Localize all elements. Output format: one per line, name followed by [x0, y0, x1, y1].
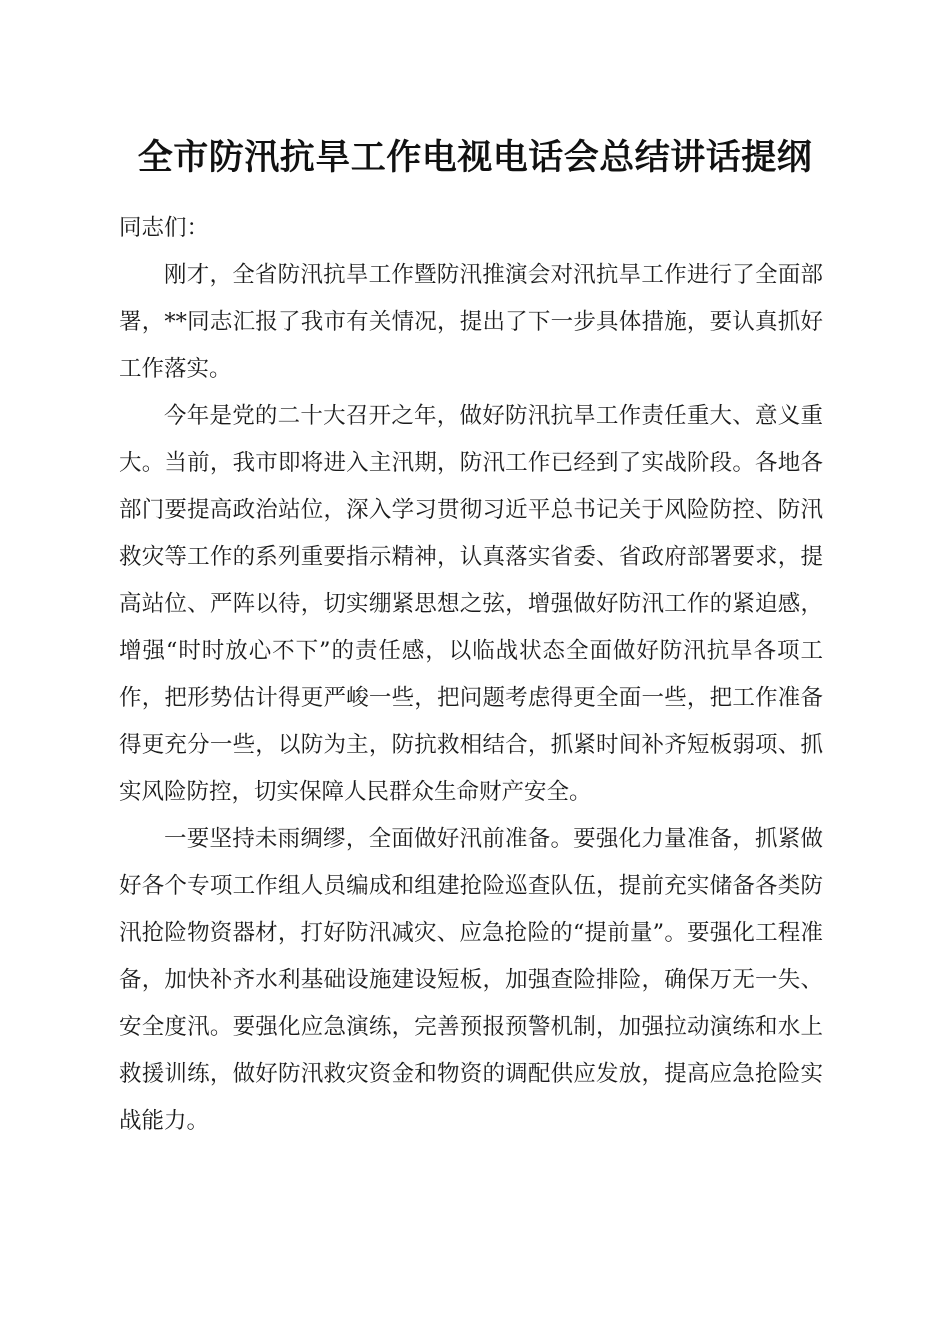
- paragraph-3: 一要坚持未雨绸缪，全面做好汛前准备。要强化力量准备，抓紧做好各个专项工作组人员编成和组建抢险巡查队伍，提前充实储备各类防汛抢险物资器材，打好防汛减灾、应急抢险的“提前量”。要强化工程准备，加快补齐水利基础设施建设短板，加强查险排险，确保万无一失、安全度汛。要强化应急演练，完善预报预警机制，加强拉动演练和水上救援训练，做好防汛救灾资金和物资的调配供应发放，提高应急抢险实战能力。: [119, 826, 823, 1134]
- document-title: 全市防汛抗旱工作电视电话会总结讲话提纲: [137, 137, 813, 178]
- salutation: 同志们：: [119, 215, 210, 241]
- paragraph-2: 今年是党的二十大召开之年，做好防汛抗旱工作责任重大、意义重大。当前，我市即将进入主汛期，防汛工作已经到了实战阶段。各地各部门要提高政治站位，深入学习贯彻习近平总书记关于风险防控、防汛救灾等工作的系列重要指示精神，认真落实省委、省政府部署要求，提高站位、严阵以待，切实绷紧思想之弦，增强做好防汛工作的紧迫感，增强“时时放心不下”的责任感，以临战状态全面做好防汛抗旱各项工作，把形势估计得更严峻一些，把问题考虑得更全面一些，把工作准备得更充分一些，以防为主，防抗救相结合，抓紧时间补齐短板弱项、抓实风险防控，切实保障人民群众生命财产安全。: [119, 403, 823, 805]
- document-body: [119, 205, 823, 1145]
- paragraph-1: 刚才，全省防汛抗旱工作暨防汛推演会对汛抗旱工作进行了全面部署，**同志汇报了我市有关情况，提出了下一步具体措施，要认真抓好工作落实。: [119, 262, 823, 382]
